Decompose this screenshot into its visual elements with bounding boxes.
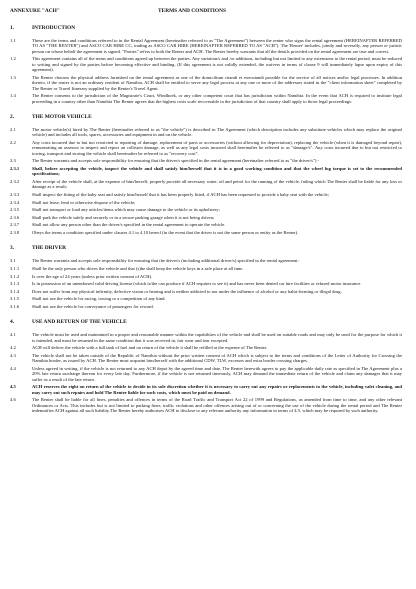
clause [10, 366, 402, 382]
clause-text: Shall not use the vehicle for conveyance of passengers for reward. [32, 303, 154, 309]
clause [10, 56, 402, 72]
clause-number: 2.3.6 [10, 214, 20, 220]
clause [10, 230, 402, 235]
clause [10, 207, 402, 212]
clause-number: 4.1 [10, 332, 16, 338]
clause-number: 3.1.3 [10, 281, 20, 287]
clause-text: The Renter shall be liable for all fines, penalties and offences in terms of the Road Traffic and Transport Act 22 of 1999 and Regulations, as amended from time to time, and any other relevant Ordinances or Acts. This includes but is not limited to parking fines, traffic violations and other offences arising out of or concerning the use of the vehicle during the rental period and The Renter indemnifies ACH against all such liability.The Renter hereby authorises ACH to disclose to any relevant authority any information in terms of 4.5, which may be required by such authority. [32, 397, 402, 414]
clause-text: Shall be the only person who drives the vehicle and that (s)he shall keep the vehicle keys in a safe place at all time. [32, 266, 244, 271]
clause-number: 3.1 [10, 258, 16, 264]
clause [10, 179, 402, 190]
clause [10, 200, 402, 205]
clause-number: 4.2 [10, 345, 16, 351]
clause-text: Shall not transport or load any articles/items which may cause damage to the vehicle or its upholstery; [32, 207, 220, 213]
clause [10, 289, 402, 294]
section-title: THE MOTOR VEHICLE [32, 114, 92, 121]
section-heading [10, 319, 402, 326]
clause-number: 2.3.3 [10, 192, 20, 198]
clause-number: 1.2 [10, 56, 16, 62]
section-heading [10, 245, 402, 252]
clause-text: The Renter warrants and accepts sole responsibility for ensuring that the driver/s (including additional driver/s) specified in the rental agreement: [32, 258, 299, 264]
clause-text: This agreement contains all of the terms and conditions agreed up between the parties. Any variation/s and /or additions, including but not limited to any extensions to the rental period, must be reduced to writing and signed by the parties before becoming effective and binding. (If this agreement is not validly extended, the waivers in terms of clause 9 will immediately lapse upon expiry of this agreement). [32, 56, 402, 73]
clause [10, 384, 402, 395]
clause-text: Shall not use the vehicle for racing, towing or a competition of any kind. [32, 296, 166, 302]
clause-text: Shall not allow any person other than the driver/s specified in the rental agreement to operate the vehicle. [32, 222, 226, 228]
clause [10, 192, 402, 197]
clause [10, 304, 402, 309]
section-number: 4. [10, 319, 15, 326]
clause-text: Shall not lease, lend or otherwise dispose of the vehicle; [32, 199, 136, 205]
clause-number: 1.1 [10, 38, 16, 43]
document-title: TERMS AND CONDITIONS [158, 8, 226, 14]
clause [10, 274, 402, 279]
clause-text: ACH reserves the right on return of the vehicle to decide in its sole discretion whether it is necessary to carry out any repairs or replacements to the vehicle, including valet cleaning, and may carry out such repairs and hold The Renter liable for such costs, which must be paid on demand. [32, 384, 402, 395]
clause [10, 140, 402, 156]
clause [10, 345, 402, 350]
section-number: 3. [10, 245, 15, 252]
clause-text: Does not suffer from any physical infirmity, defective vision or hearing and is neither addicted to nor under the influence of alcohol or any habit-forming or illegal drug. [32, 288, 342, 294]
clause-number: 1.4 [10, 93, 16, 99]
clause-number: 2.3.5 [10, 207, 20, 213]
clause-number: 4.5 [10, 384, 16, 390]
clause-number: 2.3.1 [10, 166, 20, 172]
clause-text: The Renter consents to the jurisdiction of the Magistrate's Court, Windhoek, or any other competent court that has jurisdiction within Namibia. In the event that ACH is required to institute legal proceeding in a country other than Namibia The Renter agrees that the highest costs scale recoverable in the jurisdiction of that country shall apply to those legal proceedings. [32, 93, 402, 104]
clause [10, 38, 402, 54]
clause [10, 215, 402, 220]
clause-text: These are the terms and conditions referred to in the Rental Agreement (hereinafter referred to as "The Agreement") between the renter who signs the rental agreement (HEREINAFTER REFERRED TO AS "THE RENTER") and ASCO CAR HIRE CC, trading as ASCO CAR HIRE (HEREINAFTER REFERRED TO AS "ACH"). The 'Renter' includes, jointly and severally, any person or juristic person on whose behalf the agreement is signed. "Parties" refers to both the Renter and ACH. The Renter hereby warrants that all the details provided on the rental agreement are true and correct. [32, 38, 402, 54]
clause [10, 296, 402, 301]
section-title: THE DRIVER [32, 245, 66, 252]
clause-number: 2.3 [10, 158, 16, 164]
clause-number: 2.3.4 [10, 199, 20, 205]
clause [10, 281, 402, 286]
clause [10, 93, 402, 104]
clause-text: Shall inspect the fitting of the baby seat and satisfy him/herself that it has been properly fitted, if ACH has been requested to provide a baby seat with the vehicle; [32, 192, 329, 198]
clause-number: 1.3 [10, 74, 16, 80]
clause-text: ACH will deliver the vehicle with a full tank of fuel and on return of the vehicle it shall be refilled at the expense of The Renter. [32, 345, 268, 351]
annexure-label: ANNEXURE "ACH" [10, 8, 60, 14]
clause [10, 222, 402, 227]
clause-number: 2.1 [10, 127, 16, 133]
clause-number: 3.1.2 [10, 273, 20, 279]
clause-text: The vehicle shall not be taken outside of the Republic of Namibia without the prior written consent of ACH which is subject to the terms and conditions of the Letter of Authority for Crossing the Namibia border, as issued by ACH. The Renter must acquaint him/herself with the additional CDW, TLW, excesses and extra border crossing charges. [32, 352, 402, 364]
clause-text: The Renter warrants and accepts sole responsibility for ensuring that the driver/s specified in the rental agreement (hereinafter referred to as "the driver/s") - [32, 158, 320, 164]
clause-text: Shall, before accepting the vehicle, inspect the vehicle and shall satisfy him/herself that it is in a good working condition and that the wheel lug torque is set to the recommended specifications; [32, 166, 402, 177]
section-number: 1. [10, 25, 15, 31]
clause-number: 3.1.4 [10, 288, 20, 294]
clause [10, 75, 402, 91]
clause-text: Obeys the terms a condition specified under clauses 4.1 to 4.10 hereof (in the event that the driver is not the same person or entity as the Renter). [32, 230, 299, 235]
clause [10, 266, 402, 271]
clause-number: 2.3.8 [10, 230, 20, 235]
clause-text: Unless agreed in writing, if the vehicle is not returned to any ACH depot by the agreed time and date, The Renter herewith agrees to pay the applicable daily rate as specified in The Agreement plus a 20% late return surcharge thereon for every late day. Furthermore, if the vehicle is not returned timeously, ACH may demand the immediate return of the vehicle and claim any damages that it may suffer as a result of the late return. [32, 365, 402, 382]
clause [10, 258, 402, 263]
clause-text: Shall park the vehicle safely and securely or in a secure parking garage when it is not being driven; [32, 214, 215, 220]
section-heading [10, 114, 402, 121]
clause-text: Is over the age of 24 years (unless prior written consent of ACH). [32, 273, 153, 279]
clause-text: Any costs incurred due to but not restricted to repairing of damage, replacement of parts or accessories (without allowing for depreciation), replacing the vehicle (when it is damaged beyond repair), remunerating an assessor to inspect and report on collision damage, as well as any legal costs incurred shall hereinafter be referred to as "damage/s". Any costs incurred due to but not restricted to towing, transport and storing the vehicle shall hereinafter be referred to as "recovery cost". [32, 140, 402, 156]
clause [10, 127, 402, 138]
clause-number: 2.3.2 [10, 179, 20, 185]
clause-text: The Renter chooses the physical address furnished on the rental agreement as one of the domicilium citandi et executandi possible for the service of all notices and/or legal processes. In addition thereto, if the renter is not an ordinary resident of Namibia, ACH shall be entitled to serve any legal process at any one or more of the addresses stated in the "client information sheet" completed by The Renter or Travel Itinerary supplied by the Renter's Travel Agent. [32, 74, 402, 91]
clause-text: Is in possession of an unendorsed valid driving license (which is/the can produce if ACH requires to see it) and has never been denied car hire facilities or refused motor insurance. [32, 281, 362, 287]
document-header [10, 8, 402, 15]
section-title: USE AND RETURN OF THE VEHICLE [32, 319, 127, 326]
clause-number: 3.1.1 [10, 266, 20, 271]
section-heading [10, 25, 402, 32]
clause [10, 158, 402, 163]
sections-container [10, 25, 402, 414]
clause [10, 332, 402, 343]
clause-text: After receipt of the vehicle shall, at the expense of him/herself, properly provide all necessary water, oil and petrol for the running of the vehicle, failing which The Renter shall be liable for any loss or damage as a result; [32, 179, 402, 190]
clause [10, 166, 402, 177]
section-title: INTRODUCTION [32, 25, 76, 31]
clause-number: 3.1.5 [10, 296, 20, 302]
clause-number: 4.3 [10, 352, 16, 358]
section-number: 2. [10, 114, 15, 121]
clause-text: The motor vehicle(s) hired by The Renter (hereinafter referred to as "the vehicle") is described in The Agreement (which description includes any substitute vehicles which may replace the original vehicle) and includes all tools, spares, accessories and equipment in and on the vehicle. [32, 127, 402, 138]
clause [10, 353, 402, 364]
clause-number: 4.4 [10, 365, 16, 371]
clause-number: 2.2 [10, 140, 16, 146]
clause [10, 397, 402, 413]
clause-text: The vehicle must be used and maintained in a proper and reasonable manner within the capabilities of the vehicle and shall be used on suitable roads and may only be used for the purpose for which it is intended, and must be returned in the same condition that it was received in, fair wear and tear excepted. [32, 332, 402, 343]
clause-number: 4.6 [10, 397, 16, 403]
clause-number: 3.1.6 [10, 303, 20, 309]
clause-number: 2.3.7 [10, 222, 20, 228]
